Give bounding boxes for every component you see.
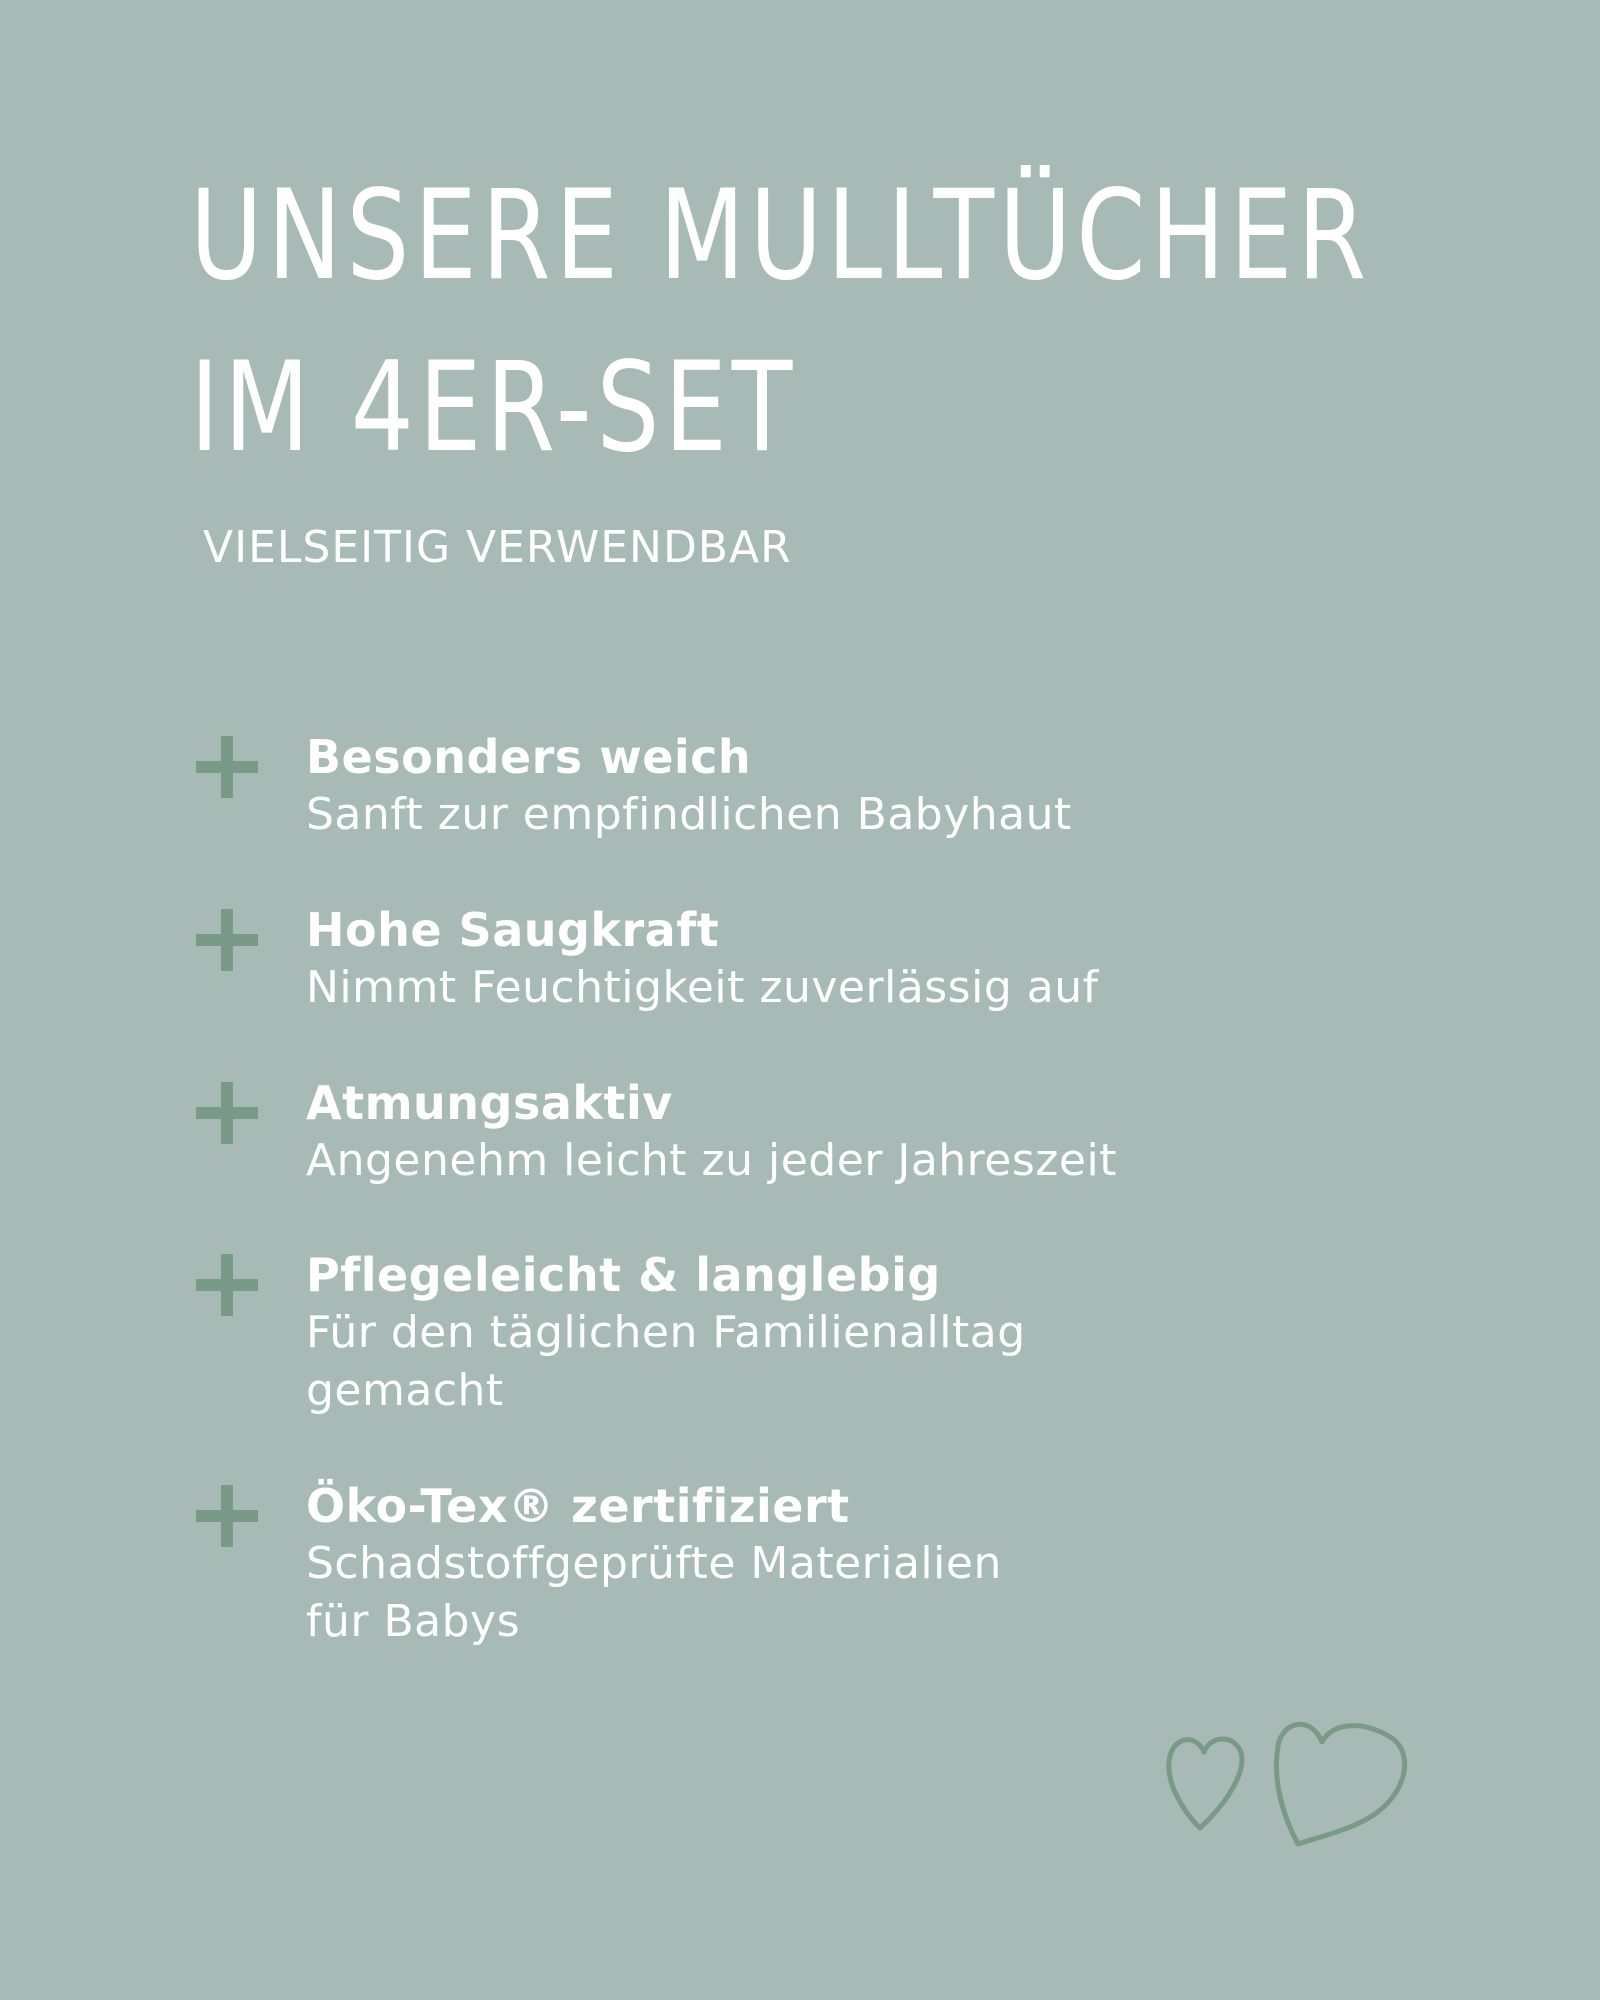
- feature-description: Nimmt Feuchtigkeit zuverlässig auf: [306, 962, 1099, 1013]
- plus-icon: [196, 909, 258, 971]
- large-heart-icon: [1276, 1724, 1404, 1844]
- feature-title: Besonders weich: [306, 730, 752, 784]
- feature-text: [306, 728, 1356, 844]
- feature-title: Öko-Tex® zertifiziert: [306, 1479, 850, 1533]
- feature-title: Hohe Saugkraft: [306, 903, 720, 957]
- feature-text: [306, 1477, 1356, 1651]
- feature-text: [306, 901, 1356, 1017]
- plus-icon: [196, 1254, 258, 1316]
- feature-title: Pflegeleicht & langlebig: [306, 1248, 941, 1302]
- feature-description: Angenehm leicht zu jeder Jahreszeit: [306, 1135, 1117, 1186]
- feature-description: gemacht: [306, 1365, 504, 1416]
- feature-description: Für den täglichen Familienalltag: [306, 1307, 1026, 1358]
- plus-icon: [196, 1082, 258, 1144]
- plus-icon: [196, 736, 258, 798]
- title-line-1: UNSERE MULLTÜCHER: [190, 164, 1371, 308]
- subtitle: VIELSEITIG VERWENDBAR: [203, 522, 792, 573]
- feature-text: [306, 1074, 1356, 1190]
- feature-text: [306, 1246, 1356, 1420]
- feature-title: Atmungsaktiv: [306, 1076, 673, 1130]
- hearts-icon: [1160, 1700, 1420, 1860]
- title-line-2: IM 4ER-SET: [190, 336, 798, 480]
- feature-description: Sanft zur empfindlichen Babyhaut: [306, 789, 1072, 840]
- feature-description: Schadstoffgeprüfte Materialien: [306, 1538, 1002, 1589]
- small-heart-icon: [1169, 1739, 1242, 1828]
- feature-description: für Babys: [306, 1596, 520, 1647]
- plus-icon: [196, 1485, 258, 1547]
